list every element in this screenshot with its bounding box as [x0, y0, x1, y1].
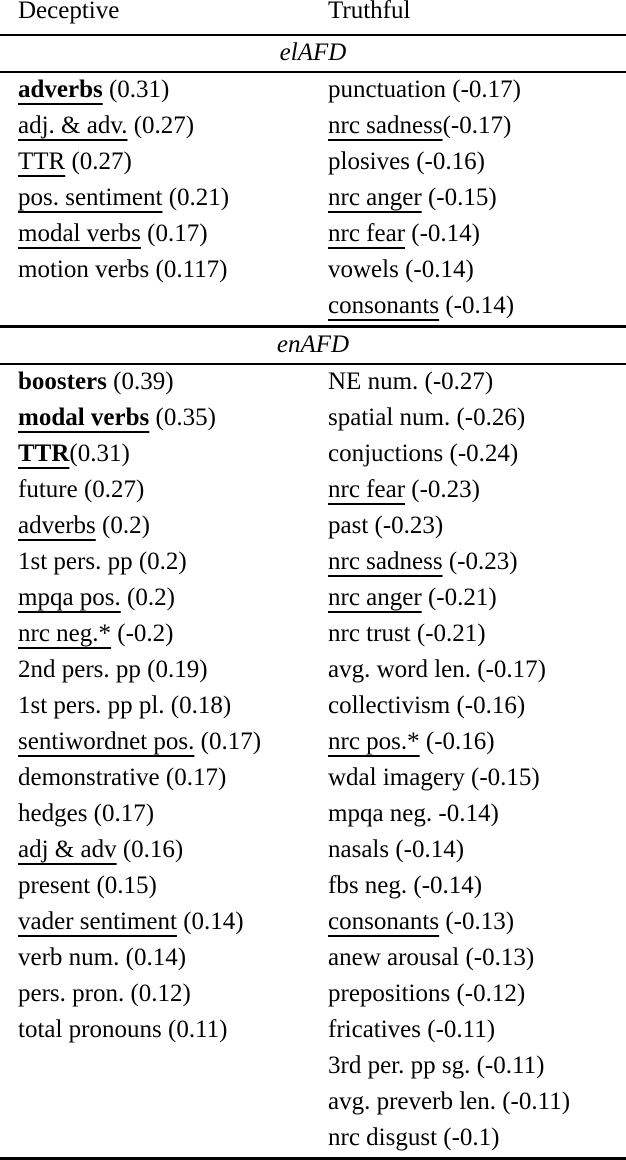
feature-name: adverbs: [18, 76, 103, 103]
correlation-value: (-0.11): [502, 1088, 571, 1115]
truthful-feature-cell: [328, 401, 525, 435]
feature-name: past: [328, 512, 369, 539]
truthful-feature-cell: [328, 145, 485, 179]
correlation-value: (0.17): [147, 220, 208, 247]
table-row: [0, 653, 626, 689]
section-rows-enafd: [0, 365, 626, 1157]
deceptive-feature-cell: [18, 145, 132, 179]
truthful-feature-cell: [328, 365, 493, 399]
feature-name: present: [18, 872, 91, 899]
correlation-value: (-0.17): [452, 76, 522, 103]
correlation-value: (-0.15): [427, 184, 497, 211]
truthful-feature-cell: [328, 437, 518, 471]
table-row: [0, 289, 626, 325]
feature-name: verb num.: [18, 944, 120, 971]
table-row: [0, 1121, 626, 1157]
truthful-feature-cell: [328, 545, 518, 579]
deceptive-feature-cell: [18, 1013, 227, 1047]
table-row: [0, 797, 626, 833]
deceptive-feature-cell: [18, 253, 227, 287]
table-row: [0, 145, 626, 181]
truthful-feature-cell: [328, 1085, 570, 1119]
correlation-value: (-0.26): [456, 404, 526, 431]
correlation-value: (-0.14): [411, 220, 480, 247]
table-row: [0, 509, 626, 545]
correlation-value: (0.27): [71, 148, 132, 175]
table-row: [0, 401, 626, 437]
table-row: [0, 689, 626, 725]
feature-name: TTR: [18, 148, 66, 175]
feature-name: nrc pos.*: [328, 728, 420, 755]
deceptive-feature-cell: [18, 905, 244, 939]
table-row: [0, 365, 626, 401]
table-row: [0, 869, 626, 905]
deceptive-feature-cell: [18, 473, 144, 507]
correlation-value: (-0.13): [465, 944, 535, 971]
deceptive-feature-cell: [18, 73, 169, 107]
correlation-value: (-0.23): [448, 548, 518, 575]
feature-name: 2nd pers. pp: [18, 656, 141, 683]
correlation-value: (0.2): [127, 584, 175, 611]
correlation-value: (0.18): [170, 692, 232, 719]
feature-name: modal verbs: [18, 404, 150, 431]
deceptive-feature-cell: [18, 977, 191, 1011]
truthful-feature-cell: [328, 509, 443, 543]
feature-name: consonants: [328, 292, 440, 319]
deceptive-feature-cell: [18, 797, 154, 831]
feature-name: adj & adv: [18, 836, 117, 863]
feature-name: nrc anger: [328, 184, 422, 211]
header-deceptive: Deceptive: [18, 0, 120, 24]
feature-name: nrc fear: [328, 476, 406, 503]
correlation-value: (0.39): [113, 368, 174, 395]
table-row: [0, 545, 626, 581]
correlation-value: (-0.14): [445, 292, 515, 319]
feature-name: nrc neg.*: [18, 620, 112, 647]
feature-name: vader sentiment: [18, 908, 177, 935]
feature-name: TTR: [18, 440, 70, 467]
feature-name: avg. word len.: [328, 656, 472, 683]
correlation-value: (-0.23): [374, 512, 444, 539]
truthful-feature-cell: [328, 689, 525, 723]
truthful-feature-cell: [328, 473, 480, 507]
correlation-value: (-0.12): [456, 980, 526, 1007]
truthful-feature-cell: [328, 289, 514, 323]
truthful-feature-cell: [328, 1121, 500, 1155]
table-row: [0, 437, 626, 473]
table-row: [0, 977, 626, 1013]
correlation-value: (0.35): [155, 404, 216, 431]
feature-name: pers. pron.: [18, 980, 125, 1007]
feature-name: nrc sadness: [328, 112, 443, 139]
correlation-value: (0.117): [155, 256, 228, 283]
deceptive-feature-cell: [18, 217, 208, 251]
truthful-feature-cell: [328, 217, 480, 251]
deceptive-feature-cell: [18, 725, 261, 759]
correlation-value: (-0.2): [117, 620, 174, 647]
deceptive-feature-cell: [18, 181, 229, 215]
truthful-feature-cell: [328, 73, 521, 107]
table-row: [0, 905, 626, 941]
feature-name: motion verbs: [18, 256, 150, 283]
table-row: [0, 1049, 626, 1085]
feature-name: mpqa pos.: [18, 584, 121, 611]
feature-name: anew arousal: [328, 944, 460, 971]
feature-name: nrc trust: [328, 620, 411, 647]
deceptive-feature-cell: [18, 365, 174, 399]
feature-name: vowels: [328, 256, 399, 283]
correlation-value: (-0.14): [395, 836, 465, 863]
feature-name: nrc fear: [328, 220, 406, 247]
correlation-value: (-0.23): [411, 476, 480, 503]
correlation-value: (-0.15): [471, 764, 540, 791]
truthful-feature-cell: [328, 1049, 544, 1083]
deceptive-feature-cell: [18, 689, 231, 723]
correlation-value: (-0.14): [405, 256, 474, 283]
deceptive-feature-cell: [18, 509, 150, 543]
correlation-value: (0.27): [83, 476, 145, 503]
correlation-value: (-0.21): [427, 584, 497, 611]
correlation-value: (0.17): [93, 800, 155, 827]
feature-name: adj. & adv.: [18, 112, 128, 139]
correlation-value: (0.19): [147, 656, 208, 683]
deceptive-feature-cell: [18, 761, 226, 795]
deceptive-feature-cell: [18, 437, 130, 471]
feature-name: prepositions: [328, 980, 451, 1007]
table-row: [0, 833, 626, 869]
correlation-value: (0.2): [102, 512, 150, 539]
truthful-feature-cell: [328, 905, 514, 939]
truthful-feature-cell: [328, 581, 497, 615]
correlation-value: (-0.14): [413, 872, 483, 899]
table-row: [0, 761, 626, 797]
deceptive-feature-cell: [18, 653, 208, 687]
truthful-feature-cell: [328, 1013, 495, 1047]
truthful-feature-cell: [328, 833, 464, 867]
feature-name: 3rd per. pp sg.: [328, 1052, 471, 1079]
correlation-value: (0.31): [69, 440, 130, 467]
section-rows-elafd: [0, 73, 626, 325]
feature-name: total pronouns: [18, 1016, 162, 1043]
correlation-value: (0.27): [133, 112, 195, 139]
table-row: [0, 473, 626, 509]
section-label-enafd: enAFD: [276, 331, 350, 358]
correlation-value: (0.17): [200, 728, 262, 755]
correlation-value: (-0.1): [443, 1124, 500, 1151]
correlation-value: (0.11): [168, 1016, 228, 1043]
correlation-value: (-0.16): [425, 728, 495, 755]
table-row: [0, 253, 626, 289]
truthful-feature-cell: [328, 977, 525, 1011]
truthful-feature-cell: [328, 941, 534, 975]
truthful-feature-cell: [328, 109, 511, 143]
truthful-feature-cell: [328, 761, 540, 795]
feature-name: collectivism: [328, 692, 451, 719]
table-row: [0, 617, 626, 653]
section-label-elafd: elAFD: [279, 39, 347, 66]
feature-name: fricatives: [328, 1016, 422, 1043]
feature-name: mpqa neg.: [328, 800, 433, 827]
table-row: [0, 581, 626, 617]
correlation-value: (0.2): [138, 548, 187, 575]
correlation-value: (-0.17): [477, 656, 547, 683]
deceptive-feature-cell: [18, 581, 175, 615]
truthful-feature-cell: [328, 797, 499, 831]
correlation-value: (0.21): [168, 184, 230, 211]
deceptive-feature-cell: [18, 833, 183, 867]
table-row: [0, 1085, 626, 1121]
correlation-value: (-0.21): [416, 620, 486, 647]
deceptive-feature-cell: [18, 941, 186, 975]
feature-name: spatial num.: [328, 404, 451, 431]
feature-name: 1st pers. pp pl.: [18, 692, 165, 719]
feature-name: pos. sentiment: [18, 184, 163, 211]
feature-name: fbs neg.: [328, 872, 408, 899]
feature-name: hedges: [18, 800, 88, 827]
feature-name: boosters: [18, 368, 107, 395]
table-row: [0, 217, 626, 253]
correlation-value: (-0.13): [445, 908, 515, 935]
feature-name: conjuctions: [328, 440, 444, 467]
correlation-value: (-0.17): [442, 112, 512, 139]
correlation-value: (0.31): [108, 76, 170, 103]
feature-name: NE num.: [328, 368, 419, 395]
feature-name: modal verbs: [18, 220, 141, 247]
deceptive-feature-cell: [18, 401, 216, 435]
header-truthful: Truthful: [328, 0, 411, 24]
correlation-value: -0.14): [438, 800, 499, 827]
table-row: [0, 1013, 626, 1049]
feature-name: sentiwordnet pos.: [18, 728, 195, 755]
correlation-value: (-0.11): [427, 1016, 496, 1043]
table-row: [0, 181, 626, 217]
correlation-value: (0.15): [96, 872, 157, 899]
table-header-row: [0, 0, 626, 34]
feature-name: nrc sadness: [328, 548, 443, 575]
feature-name: nrc disgust: [328, 1124, 438, 1151]
correlation-value: (0.16): [122, 836, 184, 863]
feature-name: consonants: [328, 908, 440, 935]
feature-name: wdal imagery: [328, 764, 465, 791]
deceptive-feature-cell: [18, 617, 174, 651]
deceptive-feature-cell: [18, 109, 194, 143]
truthful-feature-cell: [328, 181, 497, 215]
truthful-feature-cell: [328, 653, 546, 687]
correlation-value: (-0.16): [416, 148, 485, 175]
deceptive-feature-cell: [18, 869, 157, 903]
feature-name: demonstrative: [18, 764, 160, 791]
truthful-feature-cell: [328, 617, 486, 651]
truthful-feature-cell: [328, 869, 482, 903]
table-row: [0, 725, 626, 761]
truthful-feature-cell: [328, 725, 495, 759]
correlation-value: (-0.27): [424, 368, 494, 395]
feature-name: adverbs: [18, 512, 96, 539]
correlation-value: (0.14): [183, 908, 244, 935]
correlation-value: (-0.11): [476, 1052, 545, 1079]
feature-name: punctuation: [328, 76, 447, 103]
table-row: [0, 73, 626, 109]
table-row: [0, 109, 626, 145]
correlation-value: (0.14): [125, 944, 187, 971]
correlation-value: (-0.16): [456, 692, 526, 719]
correlation-value: (-0.24): [449, 440, 519, 467]
table-row: [0, 941, 626, 977]
correlation-value: (0.17): [165, 764, 227, 791]
feature-name: nrc anger: [328, 584, 422, 611]
feature-name: nasals: [328, 836, 390, 863]
deceptive-feature-cell: [18, 545, 187, 579]
feature-name: 1st pers. pp: [18, 548, 133, 575]
feature-name: avg. preverb len.: [328, 1088, 496, 1115]
feature-name: plosives: [328, 148, 410, 175]
feature-name: future: [18, 476, 78, 503]
truthful-feature-cell: [328, 253, 474, 287]
correlation-value: (0.12): [130, 980, 191, 1007]
